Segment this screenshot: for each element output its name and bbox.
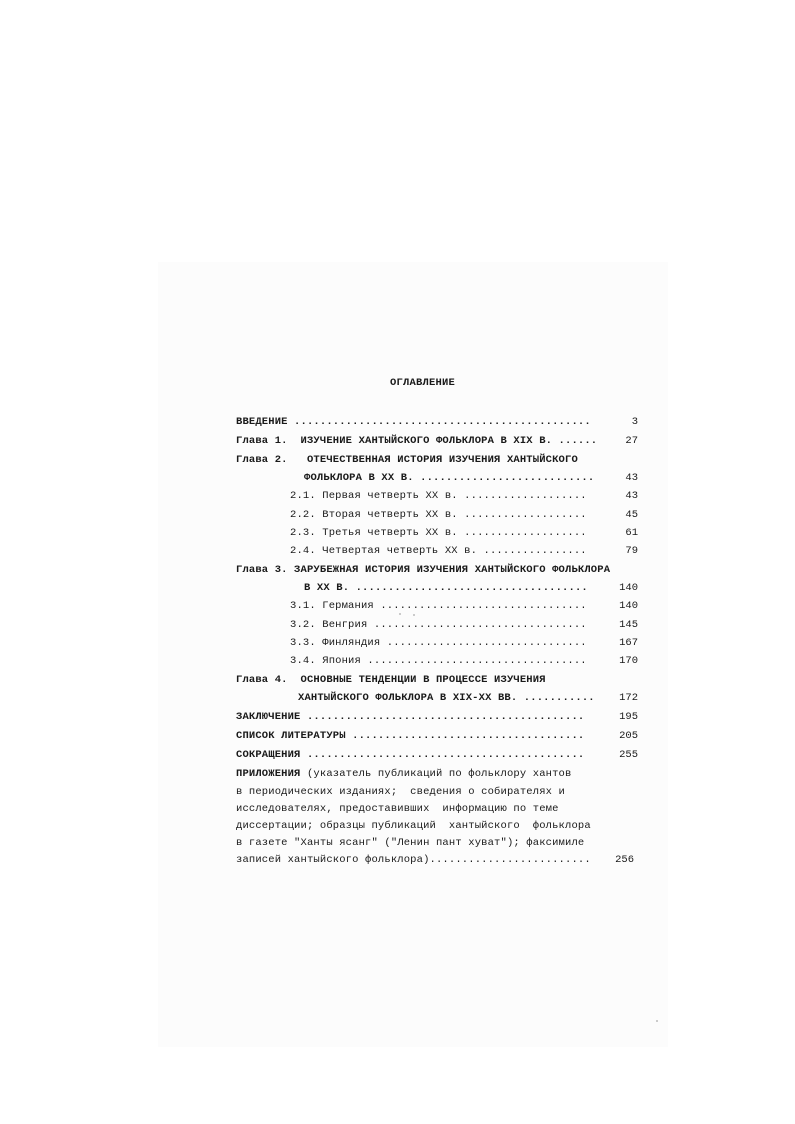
toc-entry-2-2: 2.2. Вторая четверть XX в. ................... [290,509,587,521]
toc-page-introduction: 3 [631,416,638,428]
toc-page-3-4: 170 [619,655,638,667]
toc-entry-chapter-4-title: Глава 4. ОСНОВНЫЕ ТЕНДЕНЦИИ В ПРОЦЕССЕ ИЗУЧЕНИЯ [236,674,546,686]
toc-page-3-2: 145 [619,619,638,631]
toc-page-2-2: 45 [625,509,638,521]
toc-entry-appendix-line-1 [236,768,571,781]
toc-page-2-4: 79 [625,545,638,557]
toc-entry-chapter-4-cont: ХАНТЫЙСКОГО ФОЛЬКЛОРА В XIX-XX ВВ. ........... [298,692,595,704]
toc-entry-conclusion: ЗАКЛЮЧЕНИЕ ........................................... [236,711,585,723]
toc-entry-chapter-1: Глава 1. ИЗУЧЕНИЕ ХАНТЫЙСКОГО ФОЛЬКЛОРА В XIX В. ...... [236,435,598,447]
toc-entry-appendix-line-4: диссертации; образцы публикаций хантыйского фольклора [236,820,591,832]
toc-page-3-3: 167 [619,637,638,649]
appendix-label: ПРИЛОЖЕНИЯ [236,768,301,780]
toc-entry-2-4: 2.4. Четвертая четверть XX в. ................ [290,545,587,557]
toc-entry-chapter-3-cont: В XX В. .................................... [304,582,588,594]
toc-page-bibliography: 205 [619,730,638,742]
scan-speck [399,613,401,615]
toc-page-2-3: 61 [625,527,638,539]
toc-entry-3-2: 3.2. Венгрия ................................. [290,619,587,631]
toc-page-chapter-2: 43 [625,472,638,484]
scan-speck [656,1020,658,1022]
toc-entry-appendix-line-5: в газете "Ханты ясанг" ("Ленин пант хуват"); факсимиле [236,837,585,849]
toc-page-conclusion: 195 [619,711,638,723]
toc-entry-appendix-line-2: в периодических изданиях; сведения о собирателях и [236,786,566,798]
toc-page-abbreviations: 255 [619,749,638,761]
toc-entry-3-1: 3.1. Германия ................................ [290,600,587,612]
toc-page-appendix: 256 [615,854,634,866]
toc-entry-appendix-line-6: записей хантыйского фольклора)......................... [236,854,591,866]
toc-entry-bibliography: СПИСОК ЛИТЕРАТУРЫ .................................... [236,730,585,742]
toc-entry-chapter-2-cont: ФОЛЬКЛОРА В XX В. ........................... [304,472,595,484]
toc-entry-3-3: 3.3. Финляндия ............................... [290,637,587,649]
appendix-line-1-text: (указатель публикаций по фольклору хантов [300,768,572,780]
toc-entry-introduction: ВВЕДЕНИЕ .............................................. [236,416,591,428]
toc-page-chapter-1: 27 [625,435,638,447]
toc-entry-appendix-line-3: исследователях, предоставивших информацию по теме [236,803,559,815]
toc-entry-3-4: 3.4. Япония .................................. [290,655,587,667]
scan-speck [413,614,415,616]
toc-entry-chapter-3-title: Глава 3. ЗАРУБЕЖНАЯ ИСТОРИЯ ИЗУЧЕНИЯ ХАНТЫЙСКОГО ФОЛЬКЛОРА [236,564,611,576]
toc-page-chapter-4: 172 [619,692,638,704]
toc-page-2-1: 43 [625,490,638,502]
toc-page-chapter-3: 140 [619,582,638,594]
toc-entry-2-3: 2.3. Третья четверть XX в. ................... [290,527,587,539]
toc-page-3-1: 140 [619,600,638,612]
toc-title: ОГЛАВЛЕНИЕ [389,377,455,389]
toc-entry-abbreviations: СОКРАЩЕНИЯ ........................................... [236,749,585,761]
toc-entry-chapter-2-title: Глава 2. ОТЕЧЕСТВЕННАЯ ИСТОРИЯ ИЗУЧЕНИЯ ХАНТЫЙСКОГО [236,454,578,466]
toc-entry-2-1: 2.1. Первая четверть XX в. ................... [290,490,587,502]
